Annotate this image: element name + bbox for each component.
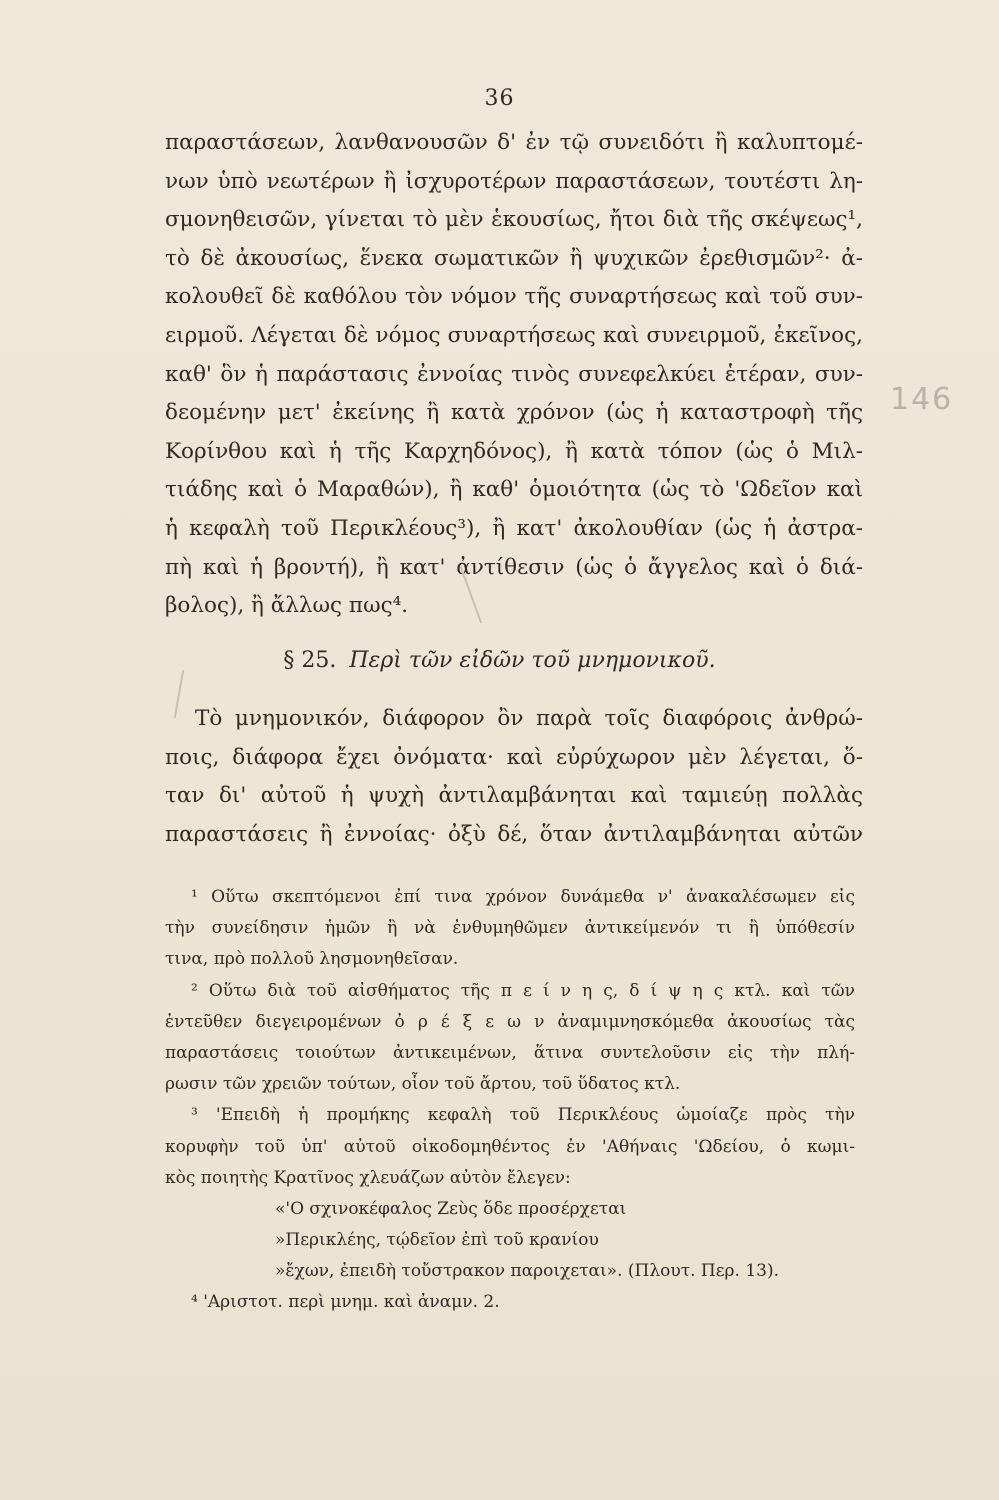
text-line: βολος), ἢ ἄλλως πως⁴. — [165, 593, 409, 619]
text-line: Κορίνθου καὶ ἡ τῆς Καρχηδόνος), ἢ κατὰ τόπον (ὡς ὁ Μιλ- — [165, 438, 863, 464]
text-line: παραστάσεων, λανθανουσῶν δ' ἐν τῷ συνειδότι ἢ καλυπτομέ- — [165, 130, 863, 155]
text-line: παραστάσεις ἢ ἐννοίας· ὀξὺ δέ, ὅταν ἀντιλαμβάνηται αὐτῶν — [165, 821, 863, 847]
margin-annotation: 146 — [890, 382, 954, 417]
text-line: νων ὑπὸ νεωτέρων ἢ ἰσχυροτέρων παραστάσεων, τουτέστι λη- — [165, 168, 863, 194]
text-line: Τὸ μνημονικόν, διάφορον ὂν παρὰ τοῖς διαφόροις ἀνθρώ- — [195, 706, 863, 731]
section-title: Περὶ τῶν εἰδῶν τοῦ μνημονικοῦ. — [349, 648, 716, 673]
footnote-line: ³ 'Επειδὴ ἡ προμήκης κεφαλὴ τοῦ Περικλέους ὡμοίαζε πρὸς τὴν — [191, 1105, 855, 1126]
footnote-line: ² Οὕτω διὰ τοῦ αἰσθήματος τῆς π ε ί ν η ς, δ ί ψ η ς κτλ. καὶ τῶν — [191, 980, 855, 1001]
footnote-line: ἐντεῦθεν διεγειρομένων ὀ ρ έ ξ ε ω ν ἀναμιμνησκόμεθα ἀκουσίως τὰς — [165, 1011, 855, 1032]
text-line: ἡ κεφαλὴ τοῦ Περικλέους³), ἢ κατ' ἀκολουθίαν (ὡς ἡ ἀστρα- — [165, 515, 863, 541]
page-number: 36 — [484, 86, 515, 111]
footnote-line: τὴν συνείδησιν ἡμῶν ἢ νὰ ἐνθυμηθῶμεν ἀντικείμενόν τι ἢ ὑπόθεσίν — [165, 918, 855, 939]
footnote-verse: »Περικλέης, τῴδεῖον ἐπὶ τοῦ κρανίου — [275, 1230, 599, 1251]
main-text — [165, 124, 863, 626]
text-line: ειρμοῦ. Λέγεται δὲ νόμος συναρτήσεως καὶ συνειρμοῦ, ἐκεῖνος, — [165, 322, 863, 348]
text-line: δεομένην μετ' ἐκείνης ἢ κατὰ χρόνον (ὡς ἡ καταστροφὴ τῆς — [165, 400, 863, 426]
footnote-verse: »ἔχων, ἐπειδὴ τοὔστρακον παροιχεται». (Πλουτ. Περ. 13). — [275, 1261, 780, 1282]
section-heading — [0, 648, 999, 673]
text-line: πὴ καὶ ἡ βροντή), ἢ κατ' ἀντίθεσιν (ὡς ὁ ἄγγελος καὶ ὁ διά- — [165, 554, 863, 580]
footnote-verse: «'Ο σχινοκέφαλος Ζεὺς ὅδε προσέρχεται — [275, 1198, 627, 1219]
footnote-line: ρωσιν τῶν χρειῶν τούτων, οἷον τοῦ ἄρτου, τοῦ ὕδατος κτλ. — [165, 1074, 681, 1095]
footnote-line: παραστάσεις τοιούτων ἀντικειμένων, ἅτινα συντελοῦσιν εἰς τὴν πλή- — [165, 1042, 855, 1063]
footnote-line: ¹ Οὕτω σκεπτόμενοι ἐπί τινα χρόνον δυνάμεθα ν' ἀνακαλέσωμεν εἰς — [191, 887, 855, 907]
text-line: καθ' ὃν ἡ παράστασις ἐννοίας τινὸς συνεφελκύει ἑτέραν, συν- — [165, 361, 863, 387]
text-line: τὸ δὲ ἀκουσίως, ἕνεκα σωματικῶν ἢ ψυχικῶν ἐρεθισμῶν²· ἀ- — [165, 245, 863, 271]
footnote-line: ⁴ 'Αριστοτ. περὶ μνημ. καὶ ἀναμν. 2. — [191, 1292, 500, 1313]
footnote-line: κὸς ποιητὴς Κρατῖνος χλευάζων αὐτὸν ἔλεγεν: — [165, 1167, 571, 1188]
text-line: κολουθεῖ δὲ καθόλου τὸν νόμον τῆς συναρτήσεως καὶ τοῦ συν- — [165, 284, 863, 310]
text-line: σμονηθεισῶν, γίνεται τὸ μὲν ἑκουσίως, ἤτοι διὰ τῆς σκέψεως¹, — [165, 207, 863, 233]
paragraph — [165, 700, 863, 854]
section-symbol: § 25. — [283, 648, 337, 673]
text-line: τιάδης καὶ ὁ Μαραθών), ἢ καθ' ὁμοιότητα (ὡς τὸ 'Ωδεῖον καὶ — [165, 477, 863, 503]
text-line: ταν δι' αὐτοῦ ἡ ψυχὴ ἀντιλαμβάνηται καὶ ταμιεύῃ πολλὰς — [165, 783, 863, 809]
text-line: ποις, διάφορα ἔχει ὀνόματα· καὶ εὐρύχωρον μὲν λέγεται, ὅ- — [165, 744, 863, 770]
footnotes — [165, 882, 855, 1319]
footnote-line: κορυφὴν τοῦ ὑπ' αὐτοῦ οἰκοδομηθέντος ἐν 'Αθήναις 'Ωδείου, ὁ κωμι- — [165, 1136, 855, 1157]
footnote-line: τινα, πρὸ πολλοῦ λησμονηθεῖσαν. — [165, 949, 459, 970]
